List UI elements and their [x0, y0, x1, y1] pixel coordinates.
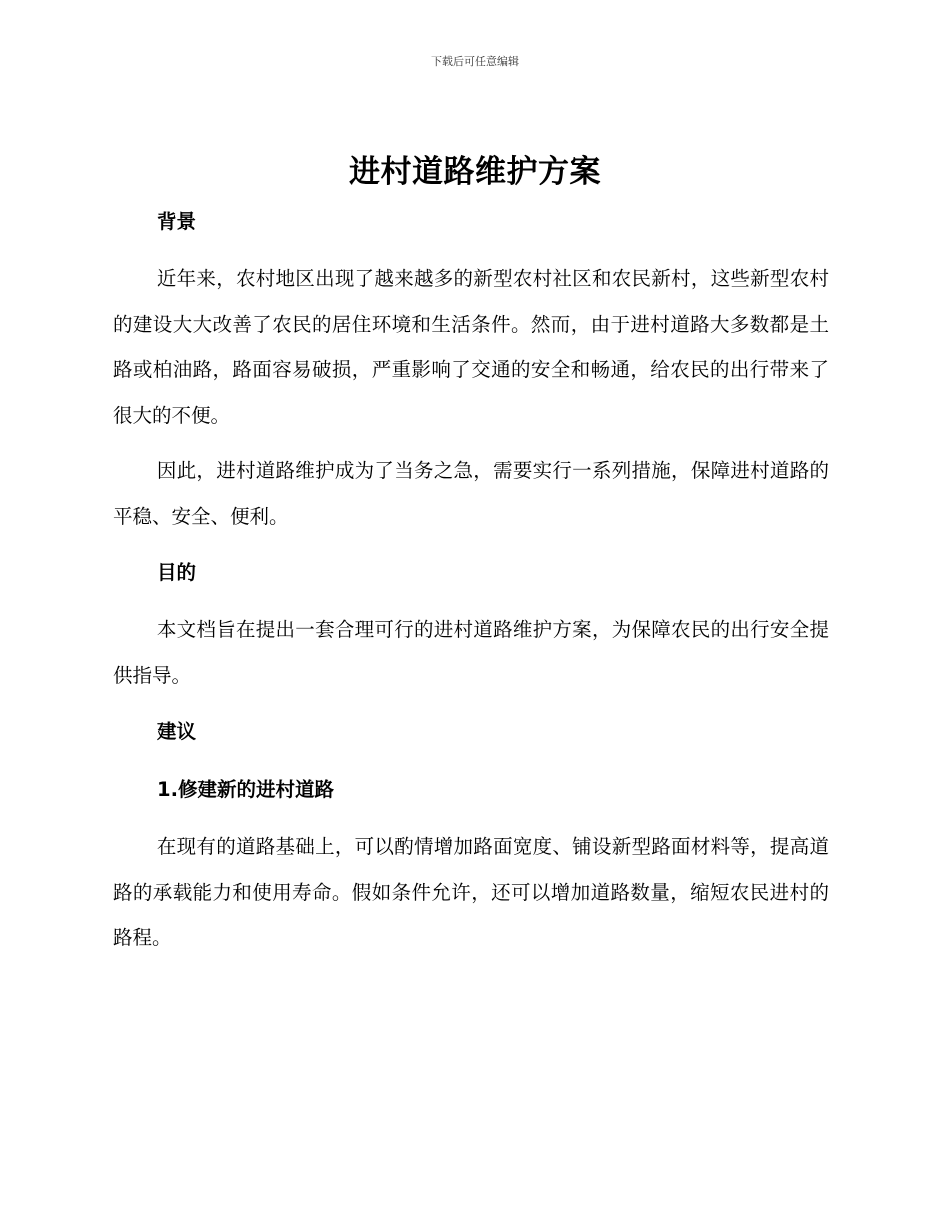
- suggestion-1-paragraph: 在现有的道路基础上，可以酌情增加路面宽度、铺设新型路面材料等，提高道路的承载能力和使用寿命。假如条件允许，还可以增加道路数量，缩短农民进村的路程。: [113, 835, 829, 949]
- document-title: 进村道路维护方案: [349, 154, 601, 190]
- section-heading-suggestions: 建议: [157, 720, 197, 743]
- purpose-paragraph: 本文档旨在提出一套合理可行的进村道路维护方案，为保障农民的出行安全提供指导。: [113, 618, 829, 687]
- background-paragraph-1: 近年来，农村地区出现了越来越多的新型农村社区和农民新村，这些新型农村的建设大大改善了农民的居住环境和生活条件。然而，由于进村道路大多数都是土路或柏油路，路面容易破损，严重影响了交通的安全和畅通，给农民的出行带来了很大的不便。: [113, 267, 829, 427]
- section-heading-background: 背景: [157, 210, 197, 233]
- subsection-heading-new-roads: 1.修建新的进村道路: [157, 778, 334, 801]
- section-heading-purpose: 目的: [157, 561, 197, 584]
- background-paragraph-2: 因此，进村道路维护成为了当务之急，需要实行一系列措施，保障进村道路的平稳、安全、便利。: [113, 459, 829, 528]
- page-header-note: 下载后可任意编辑: [431, 55, 519, 68]
